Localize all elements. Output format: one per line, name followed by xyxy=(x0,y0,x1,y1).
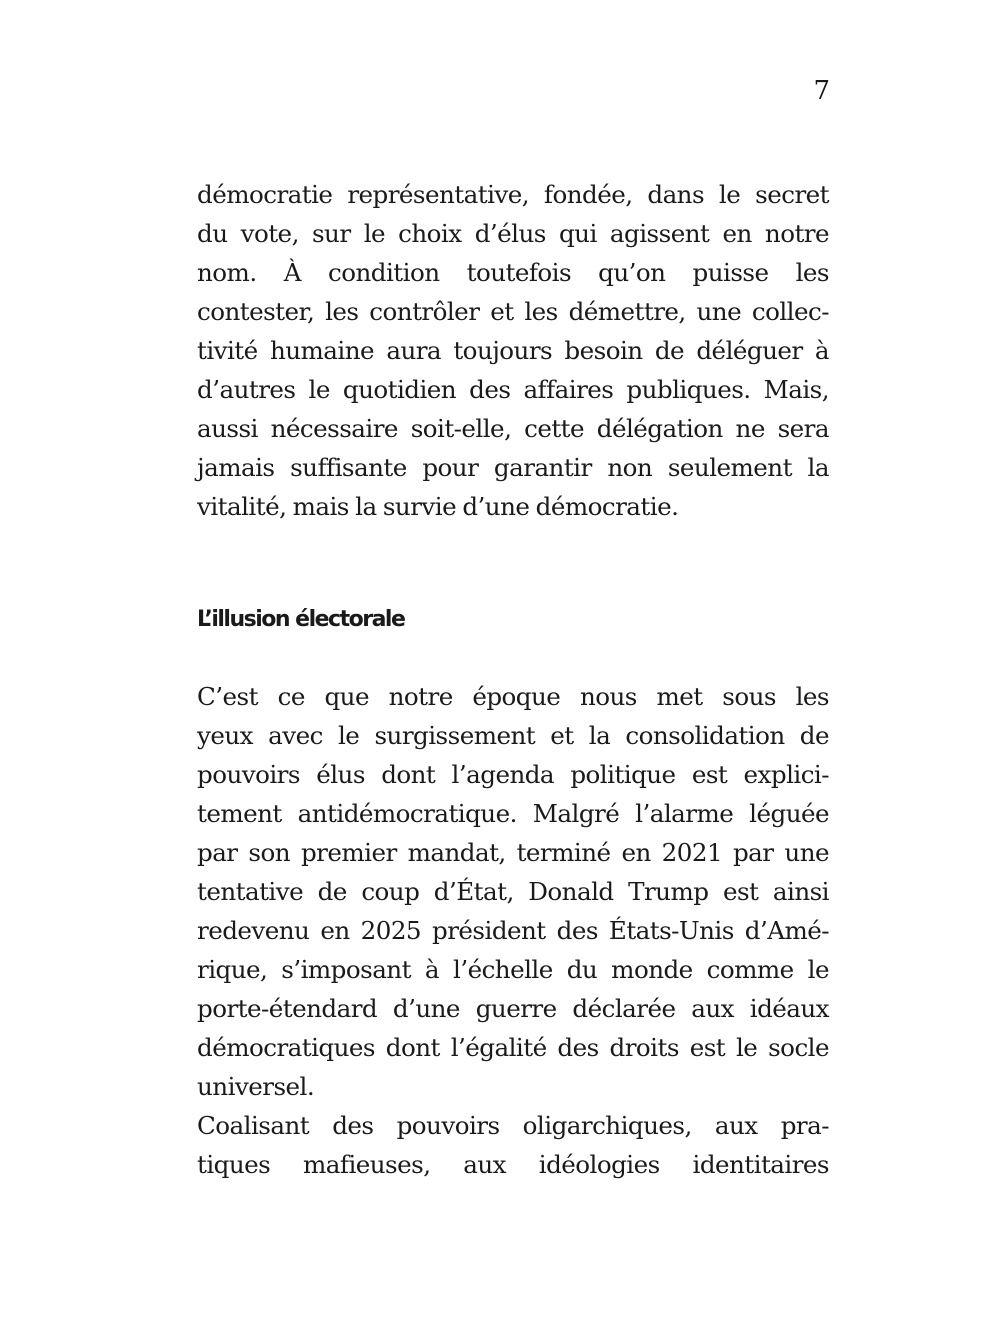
paragraph-1 xyxy=(197,175,829,526)
text-line: Coalisant des pouvoirs oligarchiques, aux pra- xyxy=(197,1111,829,1140)
text-line: nom. À condition toutefois qu’on puisse les xyxy=(197,258,829,287)
text-line: démocratiques dont l’égalité des droits est le socle xyxy=(197,1033,829,1062)
text-line: tiques mafieuses, aux idéologies identitaires xyxy=(197,1150,829,1179)
text-line: par son premier mandat, terminé en 2021 par une xyxy=(197,838,829,867)
text-line: d’autres le quotidien des affaires publiques. Mais, xyxy=(197,375,829,404)
text-line: du vote, sur le choix d’élus qui agissent en notre xyxy=(197,219,829,248)
text-line: redevenu en 2025 président des États-Unis d’Amé- xyxy=(197,916,829,945)
text-line: vitalité, mais la survie d’une démocratie. xyxy=(197,492,679,521)
text-line: rique, s’imposant à l’échelle du monde comme le xyxy=(197,955,829,984)
paragraph-2 xyxy=(197,677,829,1184)
text-line: yeux avec le surgissement et la consolidation de xyxy=(197,721,829,750)
text-line: tentative de coup d’État, Donald Trump est ainsi xyxy=(197,877,829,906)
text-line: tement antidémocratique. Malgré l’alarme léguée xyxy=(197,799,829,828)
text-line: aussi nécessaire soit-elle, cette délégation ne sera xyxy=(197,414,829,443)
section-heading: L’illusion électorale xyxy=(197,607,405,632)
text-line: tivité humaine aura toujours besoin de déléguer à xyxy=(197,336,829,365)
text-line: démocratie représentative, fondée, dans le secret xyxy=(197,180,829,209)
text-line: universel. xyxy=(197,1072,315,1101)
text-line: contester, les contrôler et les démettre, une collec- xyxy=(197,297,829,326)
page-number: 7 xyxy=(813,76,830,106)
text-line: porte-étendard d’une guerre déclarée aux idéaux xyxy=(197,994,829,1023)
text-line: pouvoirs élus dont l’agenda politique est explici- xyxy=(197,760,829,789)
text-line: C’est ce que notre époque nous met sous les xyxy=(197,682,829,711)
text-line: jamais suffisante pour garantir non seulement la xyxy=(197,453,829,482)
